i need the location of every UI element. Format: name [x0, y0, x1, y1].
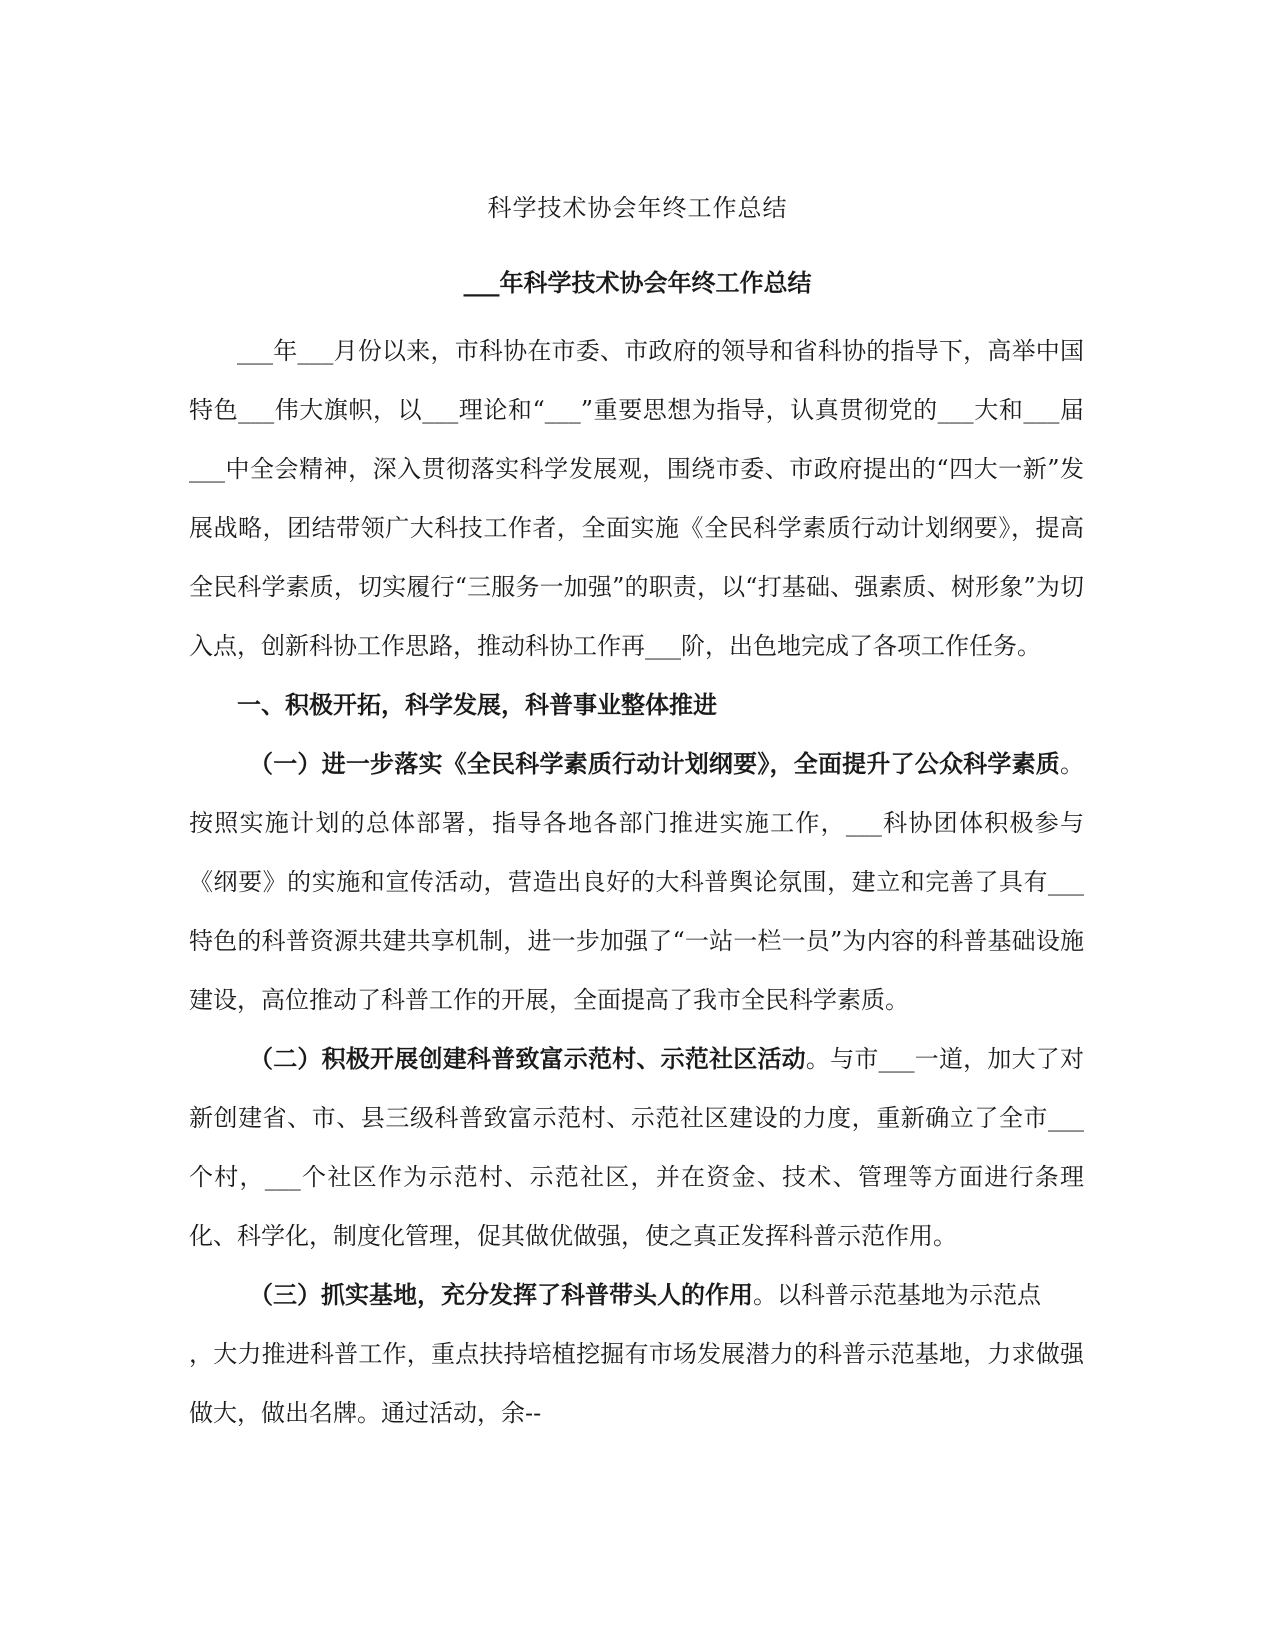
item-body-2: 。与市___一道，加大了对新创建省、市、县三级科普致富示范村、示范社区建设的力度，重新确立了全市___个村，___个社区作为示范村、示范社区，并在资金、技术、管理等方面进行条理化、科学化，制度化管理，促其做优做强，使之真正发挥科普示范作用。 [189, 1045, 1085, 1250]
item-lead-2: （二）积极开展创建科普致富示范村、示范社区活动 [249, 1045, 806, 1073]
section-heading: 一、积极开拓，科学发展，科普事业整体推进 [237, 691, 717, 719]
tail-paragraph: ，大力推进科普工作，重点扶持培植挖掘有市场发展潜力的科普示范基地，力求做强做大，做出名牌。通过活动，余-- [189, 1340, 1084, 1427]
item-paragraph-3 [189, 1266, 1084, 1325]
document-title: 科学技术协会年终工作总结 [487, 194, 788, 222]
document-body [189, 322, 1084, 1443]
item-body-3: 。以科普示范基地为示范点 [753, 1281, 1041, 1309]
item-lead-3: （三）抓实基地，充分发挥了科普带头人的作用 [249, 1281, 753, 1309]
item-body-1: 。按照实施计划的总体部署，指导各地各部门推进实施工作，___科协团体积极参与《纲要》的实施和宣传活动，营造出良好的大科普舆论氛围，建立和完善了具有___特色的科普资源共建共享机制，进一步加强了“一站一栏一员”为内容的科普基础设施建设，高位推动了科普工作的开展，全面提高了我市全民科学素质。 [189, 750, 1084, 1014]
item-lead-1: （一）进一步落实《全民科学素质行动计划纲要》，全面提升了公众科学素质 [249, 750, 1060, 778]
item-paragraph-1 [189, 735, 1084, 1030]
document-subtitle: ___年科学技术协会年终工作总结 [463, 269, 812, 297]
item-paragraph-2 [189, 1030, 1084, 1266]
intro-paragraph: ___年___月份以来，市科协在市委、市政府的领导和省科协的指导下，高举中国特色___伟大旗帜，以___理论和“___”重要思想为指导，认真贯彻党的___大和___届___中全会精神，深入贯彻落实科学发展观，围绕市委、市政府提出的“四大一新”发展战略，团结带领广大科技工作者，全面实施《全民科学素质行动计划纲要》，提高全民科学素质，切实履行“三服务一加强”的职责，以“打基础、强素质、树形象”为切入点，创新科协工作思路，推动科协工作再___阶，出色地完成了各项工作任务。 [189, 337, 1084, 660]
